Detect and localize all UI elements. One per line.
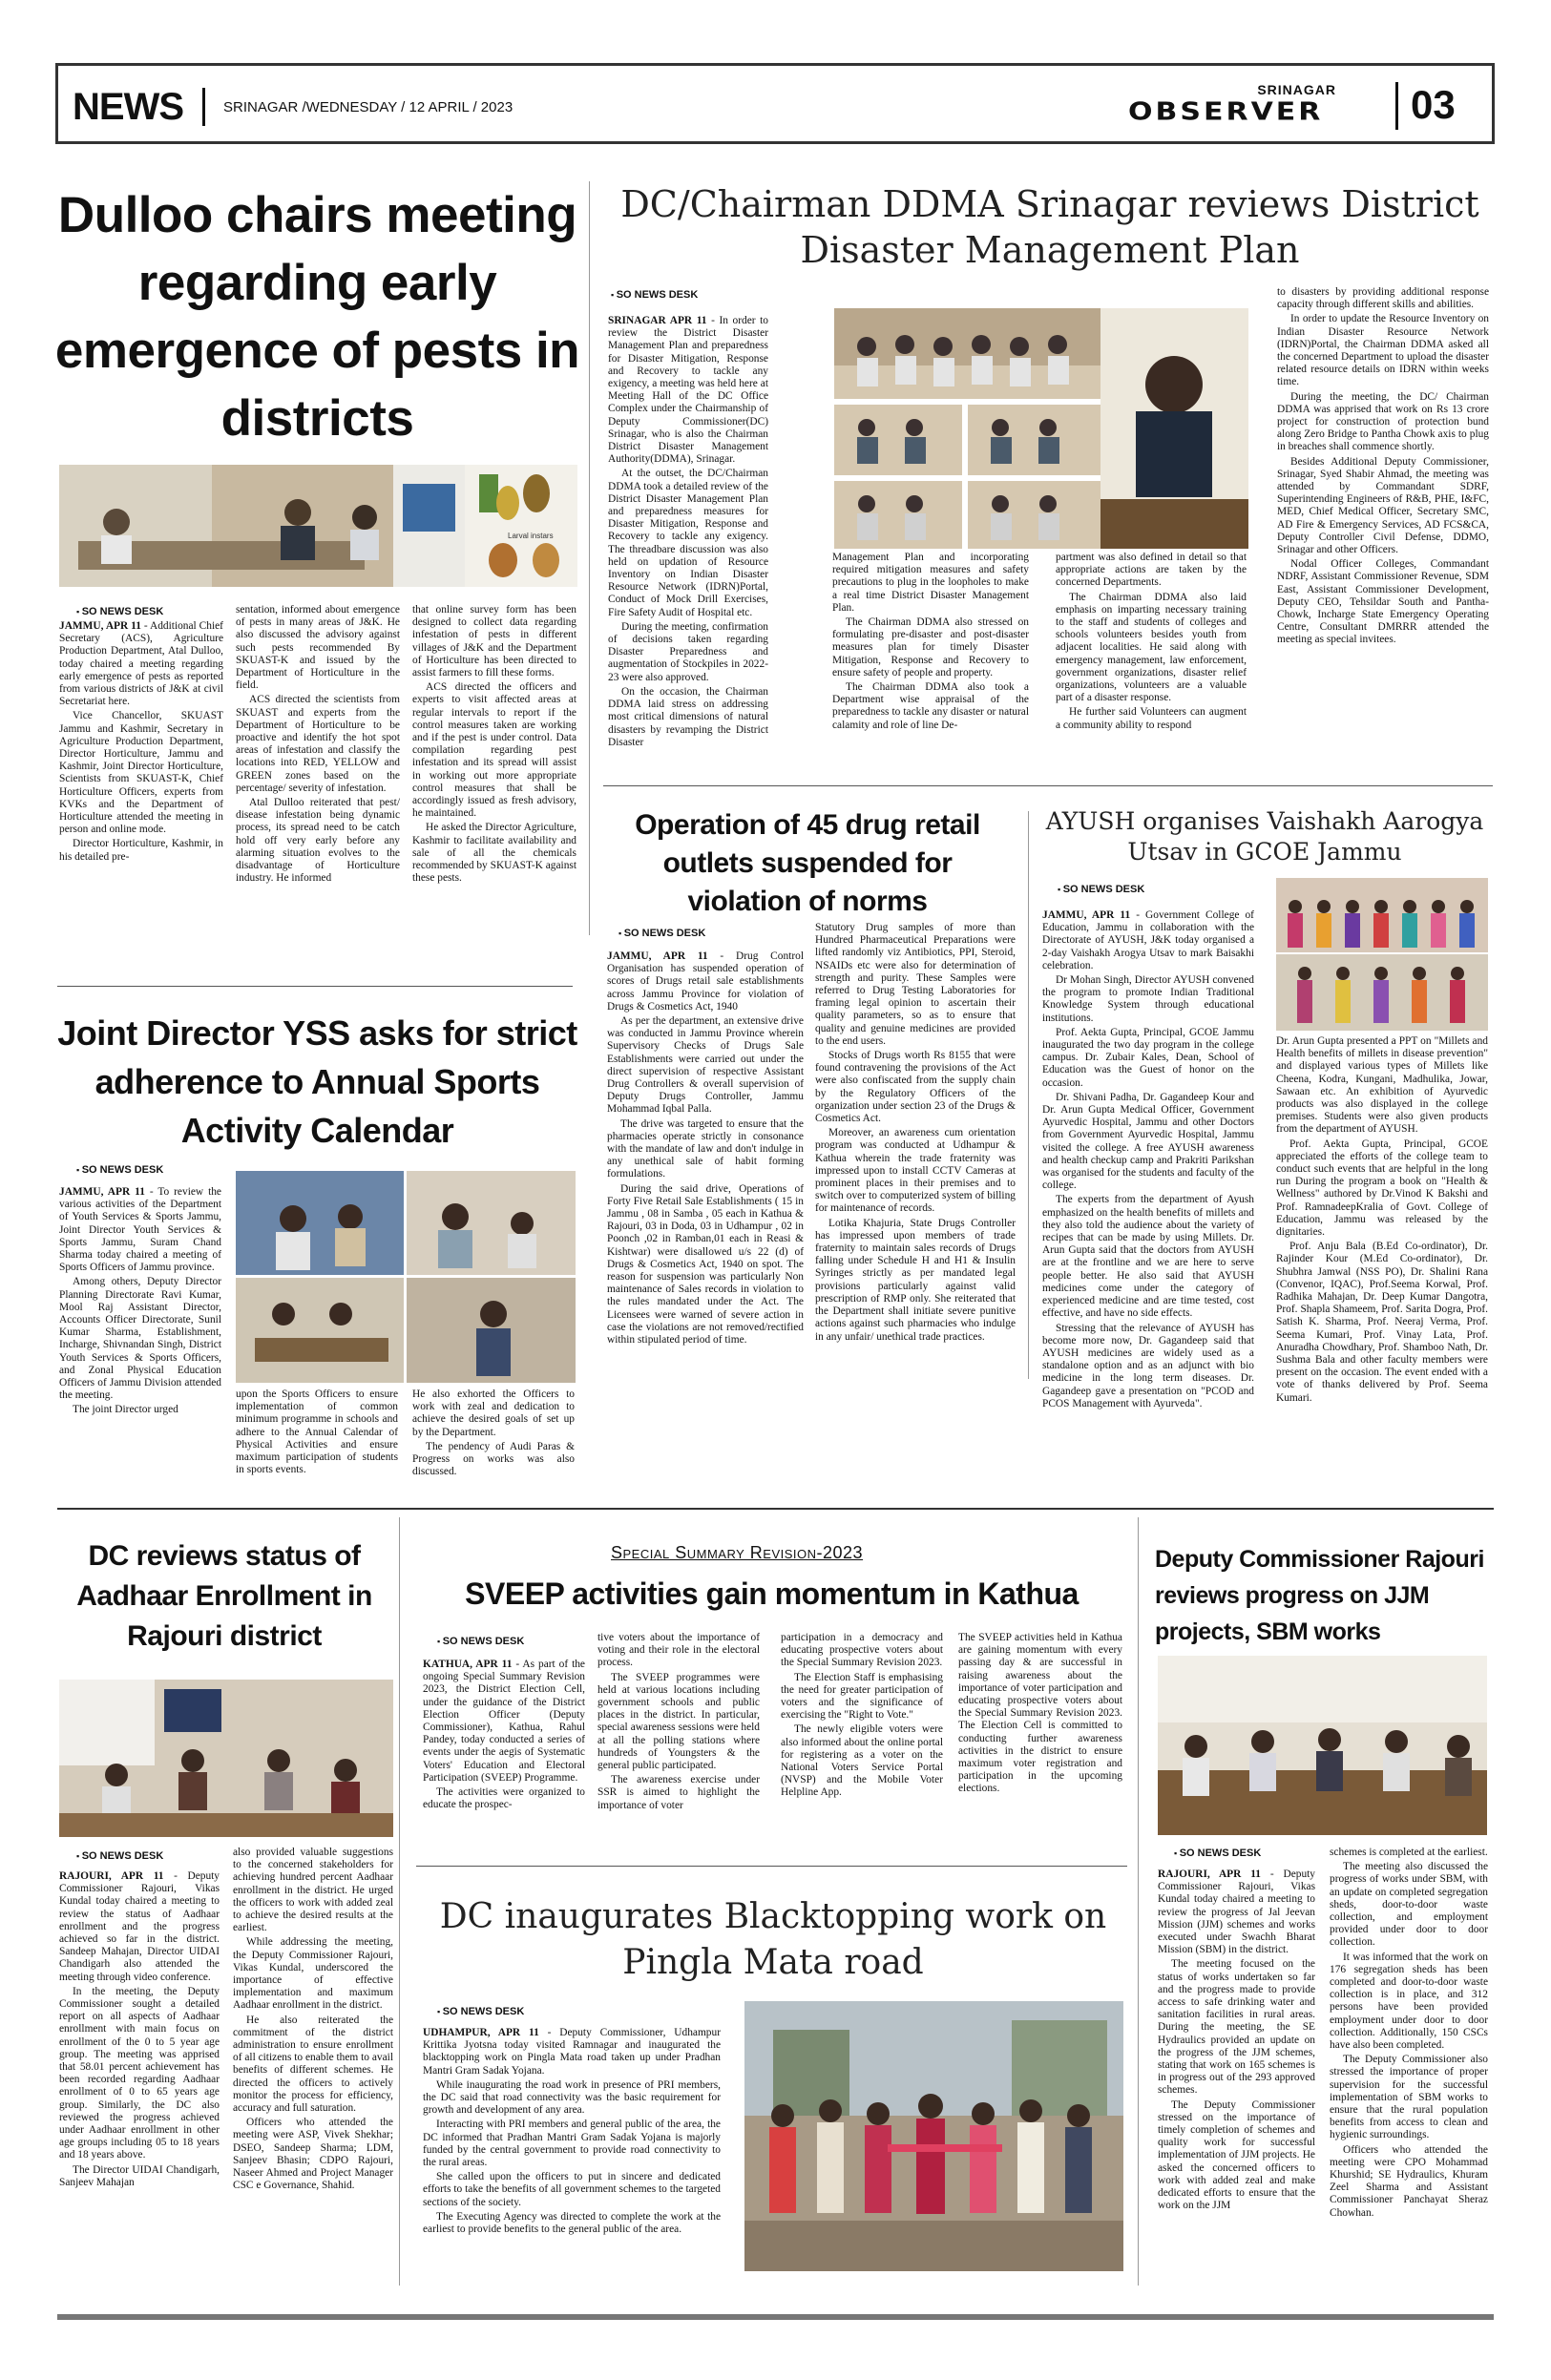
paragraph: ACS directed the officers and experts to visit affected areas at regular intervals to report if the control measures taken are working and if the pest is under control. Data compilation regarding pest infestation and its spread will assist in working out more appropriate control measures that shall be accordingly issued as fresh advisory, he maintained. [412,681,576,820]
paragraph: The newly eligible voters were also informed about the online portal for registering as a voter on the National Voters Service Portal (NVSP) and the Mobile Voter Helpline App. [781,1723,943,1799]
col-divider-1 [589,181,590,935]
headline-drugs: Operation of 45 drug retail outlets suspended for violation of norms [635,809,980,917]
paragraph: JAMMU, APR 11 - Government College of Education, Jammu in collaboration with the Directorate of AYUSH, J&K today organised a 2-day Vaishakh Arogya Utsav to mark Baisakhi celebration. [1042,909,1254,971]
paragraph: He further said Volunteers can augment a community ability to respond [1056,706,1247,731]
dateline-lead: SRINAGAR APR 11 [608,315,707,326]
paragraph: He also reiterated the commitment of the district administration to ensure enrollment of all citizens to enable them to avail benefits of different schemes. He directed the officers to actively monitor the process for efficiency, accuracy and full saturation. [233,2014,393,2115]
paragraph: UDHAMPUR, APR 11 - Deputy Commissioner, Udhampur Krittika Jyotsna today visited Ramnagar and inaugurated the blacktopping work on Pingla Mata road taken up under Pradhan Mantri Gram Sadak Yojana. [423,2027,721,2077]
paragraph: sentation, informed about emergence of pests in many areas of J&K. He also discussed the advisory against such pests recommended By SKUAST-K and issued by the Department of Horticulture in the field. [236,604,400,692]
paragraph: JAMMU, APR 11 - To review the various activities of the Department of Youth Services & Sports Jammu, Joint Director Youth Services & Sports Jammu, Suram Chand Sharma today chaired a meeting of Sports Officers of Jammu province. [59,1186,221,1274]
paragraph: Statutory Drug samples of more than Hundred Pharmaceutical Preparations were lifted randomly viz Antibiotics, PPI, Steroid, NSAIDs etc were also for determination of strength and purity. These Samples were referred to Drug Testing Laboratories for framing legal opinion to ascertain their quality parameters, so as to ensure that quality and genuine medicines are provided to the end users. [815,922,1016,1047]
dateline: SRINAGAR /WEDNESDAY / 12 APRIL / 2023 [223,99,514,115]
paragraph: During the meeting, confirmation of decisions taken regarding Disaster Preparedness and augmentation of Stockpiles in 2022-23 were also approved. [608,620,768,683]
paragraph: Prof. Aekta Gupta, Principal, GCOE Jammu inaugurated the two day program in the college campus. Dr. Zubair Kales, Dean, School of Education was the Guest of honor on the occasion. [1042,1026,1254,1089]
page-divider [1395,82,1398,130]
headline-yss: Joint Director YSS asks for strict adherence to Annual Sports Activity Calendar [57,1013,577,1150]
paragraph: that online survey form has been designed to collect data regarding infestation of pests in different villages of J&K and the Department of Horticulture has been directed to assist farmers to fill these forms. [412,604,576,679]
kicker-sveep: Special Summary Revision-2023 [611,1543,864,1562]
page-number: 03 [1411,82,1456,127]
col-divider-4 [1138,1517,1139,2286]
byline-a3: ▪ SO NEWS DESK [76,1164,163,1176]
paragraph: Atal Dulloo reiterated that pest/ disease infestation being dynamic process, its spread need to be catch hold off very early before any alarming situation evolves to the disadvantage of Horticulture industry. He informed [236,797,400,885]
paragraph: At the outset, the DC/Chairman DDMA took a detailed review of the District Disaster Management Plan and preparedness measures for Disaster Mitigation, Response and Recovery to tackle any exigency. The threadbare discussion was also held on updation of Resource Inventory on Indian Disaster Resource Network (IDRN)Portal, Conduct of Mock Drill Exercises, Fire Safety Audit of Hospital etc. [608,468,768,618]
paragraph: The activities were organized to educate the prospec- [423,1786,585,1811]
paragraph: Prof. Anju Bala (B.Ed Co-ordinator), Dr. Rajinder Kour (M.Ed Co-ordinator), Dr. Shubhra Jamwal (NSS PO), Dr. Shalini Rana (Convenor, IQAC), Prof.Seema Korwal, Prof. Radhika Mahajan, Dr. Deep Kumar Dangotra, Prof. Shapla Shameem, Prof. Sarita Dogra, Prof. Satish K. Sharma, Prof. Neeraj Verma, Prof. Seema Kumari, Prof. Vinay Lata, Prof. Anuradha Chowdhary, Prof. Shamboo Nath, Dr. Sushma Bala and other faculty members were present on the occasion. The event ended with a vote of thanks delivered by Prof. Seema Kumari. [1276,1241,1488,1404]
divider-a7 [416,1866,1127,1867]
paragraph: While inaugurating the road work in presence of PRI members, the DC said that road connectivity was the basic requirement for growth and development of any area. [423,2078,721,2117]
section-divider [202,88,205,126]
paragraph: Interacting with PRI members and general public of the area, the DC informed that Pradhan Mantri Gram Sadak Yojana is majorly funded by the central government to provide road connectivity to the rural areas. [423,2119,721,2169]
headline-ayush: AYUSH organises Vaishakh Aarogya Utsav in GCOE Jammu [1045,807,1484,866]
byline-a8: ▪ SO NEWS DESK [437,2006,524,2017]
paragraph: Dr. Arun Gupta presented a PPT on "Millets and Health benefits of millets in disease prevention" and displayed various types of Millets like Cheena, Kodra, Kungani, Madhulika, Jowar, Sawaan etc. An exhibition of Ayurvedic products was also displayed in the college premises. Students were also given products from the department of AYUSH. [1276,1035,1488,1136]
paragraph: Stressing that the relevance of AYUSH has become more now, Dr. Gagandeep said that AYUSH medicines are widely used as a standalone option and as an adjunct with bio medicine in the long term diseases. Dr. Gagandeep gave a presentation on "PCOD and PCOS Management with Ayurveda". [1042,1322,1254,1409]
paragraph: tive voters about the importance of voting and their role in the electoral process. [597,1632,760,1669]
masthead-bottom-border [55,141,1495,144]
paragraph: The Chairman DDMA also laid emphasis on imparting necessary training to the staff and students of colleges and schools volunteers besides youth from adjacent localities. He said along with emergency management, law enforcement, government organizations, disaster relief organizations, volunteers are a valuable part of a disaster response. [1056,591,1247,704]
dateline-lead: JAMMU, APR 11 [59,620,141,632]
paragraph: The SVEEP programmes were held at various locations including government schools and public places in the district. In particular, special awareness sessions were held at all the polling stations where hundreds of Youngsters & the general public participated. [597,1671,760,1772]
paragraph: ACS directed the scientists from SKUAST and experts from the Department of Horticulture to be proactive and identify the hot spot areas of infestation and classify the locations into RED, YELLOW and GREEN zones based on the percentage/ severity of infestation. [236,694,400,794]
paragraph: The Election Staff is emphasising the need for greater participation of voters and the significance of exercising the "Right to Vote." [781,1671,943,1722]
paragraph: The pendency of Audi Paras & Progress on works was also discussed. [412,1440,575,1478]
byline-a2: ▪ SO NEWS DESK [611,289,698,301]
divider-a2 [603,785,1493,786]
photo-aadhaar-meeting [59,1680,393,1837]
paragraph: The Deputy Commissioner also stressed the importance of proper supervision for the successful implementation of SBM works to ensure that the rural population benefits from access to clean and hygienic surroundings. [1330,2054,1488,2141]
paragraph: The SVEEP activities held in Kathua are gaining momentum with every passing day & are successful in raising awareness about the importance of voter participation and educating prospective voters about the Special Summary Revision 2023. The Election Cell is committed to conducting further awareness activities in the district to ensure maximum voter registration and participation in the upcoming elections. [958,1632,1122,1795]
paragraph: Dr. Shivani Padha, Dr. Gagandeep Kour and Dr. Arun Gupta Medical Officer, Government Ayurvedic Hospital, Jammu and other Doctors from Government Ayurvedic Hospital, Jammu visited the college. A free AYUSH awareness and health checkup camp and Prakriti Parikshan was organised for the students and faculty of the college. [1042,1091,1254,1192]
paragraph: In order to update the Resource Inventory on Indian Disaster Resource Network (IDRN)Portal, the Chairman DDMA asked all the concerned Department to upload the disaster related resource details on IDRN within weeks time. [1277,313,1489,388]
photo-caption: Larval instars [508,532,554,540]
paragraph: During the meeting, the DC/ Chairman DDMA was apprised that work on Rs 13 crore project for construction of protection bund along Zero Bridge to Pantha Chowk axis to plug in breaches shall commence shortly. [1277,390,1489,453]
a2-col-4 [1277,286,1489,763]
a5-col-1 [1042,909,1254,1501]
paragraph: He also exhorted the Officers to work with zeal and dedication to achieve the desired goals of set up by the Department. [412,1388,575,1438]
a7-col-1 [423,1659,585,1859]
left-border [55,63,58,144]
paragraph: RAJOURI, APR 11 - Deputy Commissioner Rajouri, Vikas Kundal today chaired a meeting to review the status of Aadhaar enrollment and the progress achieved so far in the district. Sandeep Mahajan, Director UIDAI Chandigarh also attended the meeting through video conference. [59,1870,220,1983]
paragraph: As per the department, an extensive drive was conducted in Jammu Province wherein Supervisory Checks of Drugs Sale Establishments were carried out under the direct supervision of respective Assistant Drug Controllers & overall supervision of Deputy Drugs Controller, Jammu Mohammad Iqbal Palla. [607,1015,804,1116]
a7-col-2 [597,1632,760,1859]
paragraph: He asked the Director Agriculture, Kashmir to facilitate availability and sale of all the chemicals recommended by SKUAST-K against these pests. [412,822,576,885]
paragraph: The Chairman DDMA also took a Department wise appraisal of the preparedness to tackle any disaster or natural calamity and role of line De- [832,681,1029,731]
paragraph: The joint Director urged [73,1404,178,1416]
a2-col-3 [1056,552,1247,760]
dateline-lead: JAMMU, APR 11 [1042,909,1131,921]
a8-col-1 [423,2027,721,2304]
paragraph: RAJOURI, APR 11 - Deputy Commissioner Rajouri, Vikas Kundal today chaired a meeting to review the progress of Jal Jeevan Mission (JJM) schemes and works executed under Swachh Bharat Mission (SBM) in the district. [1158,1869,1315,1956]
a2-col-1 [608,315,768,775]
paragraph: The experts from the department of Ayush emphasized on the health benefits of millets and they also told the audience about the variety of recipes that can be made by using Millets. Dr. Arun Gupta said that the doctors from AYUSH are at the frontline and we are here to serve people better. He also said that AYUSH medicines come under the category of experienced medicine and are time tested, cost effective, and have no side effects. [1042,1194,1254,1320]
paragraph: schemes is completed at the earliest. [1330,1847,1488,1858]
logo-main: OBSERVER [1128,97,1324,127]
a7-col-4 [958,1632,1122,1859]
paragraph: The Deputy Commissioner stressed on the importance of timely completion of schemes and quality work for successful implementation of JJM projects. He asked the concerned officers to work with added zeal and make dedicated efforts to ensure that the work on the JJM [1158,2098,1315,2212]
paragraph: Officers who attended the meeting were ASP, Vivek Shekhar; DSEO, Sandeep Sharma; LDM, Sanjeev Bhasin; CDPO Rajouri, Naseer Ahmed and Project Manager CSC e Governance, Shahid. [233,2117,393,2192]
paragraph: Prof. Aekta Gupta, Principal, GCOE appreciated the efforts of the college team to conduct such events that are helpful in the long run During the program a book on "Health & Wellness" authored by Dr.Vinod K Bakshi and Prof. RamnadeepKralia of Govt. College of Education, Jammu was released by the dignitaries. [1276,1138,1488,1239]
a3-col-1 [59,1186,221,1501]
divider-mid [57,1508,1494,1510]
paragraph: SRINAGAR APR 11 - In order to review the District Disaster Management Plan and preparedness for Disaster Mitigation, Response and Recovery to tackle any exigency, a meeting was held here at Meeting Hall of the DC Office Complex under the Chairmanship of Deputy Commissioner(DC) Srinagar, who is also the Chairman District Disaster Management Authority(DDMA), Srinagar. [608,315,768,466]
paragraph: The Director UIDAI Chandigarh, Sanjeev Mahajan [59,2163,220,2188]
dateline-lead: KATHUA, APR 11 [423,1659,513,1670]
paragraph: The meeting focused on the status of works undertaken so far and the progress made to provide access to safe drinking water and sanitation facilities in rural areas. During the meeting, the SE Hydraulics provided an update on the progress of the JJM schemes, stating that work on 165 schemes is in progress out of the 293 approved schemes. [1158,1958,1315,2097]
paragraph: Dr Mohan Singh, Director AYUSH convened the program to promote Indian Traditional Knowledge System through educational institutions. [1042,974,1254,1024]
photo-pingla-inauguration [744,2001,1123,2271]
divider-a1 [57,986,573,987]
headline-ddma: DC/Chairman DDMA Srinagar reviews District Disaster Management Plan [620,183,1479,271]
top-border [55,63,1495,66]
paragraph: JAMMU, APR 11 - Drug Control Organisation has suspended operation of scores of Drugs retail sale establishments across Jammu Province for violation of Drugs & Cosmetics Act, 1940 [607,950,804,1013]
paragraph: Management Plan and incorporating required mitigation measures and safety precautions to plug in the loopholes to make a real time District Disaster Management Plan. [832,552,1029,614]
photo-yss-meeting [236,1171,576,1383]
photo-dulloo-meeting [59,465,577,587]
dateline-lead: RAJOURI, APR 11 [1158,1869,1261,1880]
a9-col-2 [1330,1847,1488,2303]
a6-col-1 [59,1870,220,2290]
a1-col-2 [236,604,400,973]
paragraph: participation in a democracy and educating prospective voters about the Special Summary Revision 2023. [781,1632,943,1669]
photo-ddma-meeting [828,308,1248,549]
a5-col-2 [1276,1035,1488,1501]
dateline-lead: RAJOURI, APR 11 [59,1870,164,1882]
a3-col-3 [412,1388,575,1501]
byline-a9: ▪ SO NEWS DESK [1174,1848,1261,1859]
paragraph: also provided valuable suggestions to the concerned stakeholders for achieving hundred percent Aadhaar enrollment in the district. He urged the officers to work with added zeal to achieve the desired results at the earliest. [233,1847,393,1934]
a4-col-1 [607,950,804,1504]
paragraph: In the meeting, the Deputy Commissioner sought a detailed report on all aspects of Aadhaar enrollment with main focus on enrollment of the 0 to 5 year age group. The meeting was apprised that 58.01 percent achievement has been recorded regarding Aadhaar enrollment of 0 to 65 years age group. Similarly, the DC also reviewed the progress achieved under Aadhaar enrollment in other age groups including 05 to 18 years and 18 years above. [59,1985,220,2161]
paragraph: Besides Additional Deputy Commissioner, Srinagar, Syed Shabir Ahmad, the meeting was attended by Commandant SDRF, Superintending Engineers of R&B, PHE, I&FC, MED, Chief Medical Officer, Secretary SMC, AD Fire & Emergency Services, AD FCS&CA, Deputy Controller Civil Defense, DDMO, Srinagar and other Officers. [1277,455,1489,556]
headline-sveep: SVEEP activities gain momentum in Kathua [465,1576,1079,1611]
byline-a7: ▪ SO NEWS DESK [437,1636,524,1647]
byline-a1: ▪ SO NEWS DESK [76,606,163,617]
a7-col-3 [781,1632,943,1859]
a1-col-3 [412,604,576,973]
paragraph: She called upon the officers to put in sincere and dedicated efforts to take the benefits of all government schemes to the targeted sections of the society. [423,2171,721,2208]
col-divider-2 [1028,811,1029,1379]
paragraph: Among others, Deputy Director Planning Directorate Ravi Kumar, Mool Raj Assistant Director, Accounts Officer Directorate, Sunil Kumar Sharma, Establishment, Incharge, Shivnandan Singh, District Youth Services & Sports Officers, and Zonal Physical Education Officers of Jammu Division attended the meeting. [59,1276,221,1402]
paragraph: The drive was targeted to ensure that the pharmacies operate strictly in consonance with the mandate of law and don't indulge in any unethical sale of habit forming formulations. [607,1117,804,1180]
bottom-bar [57,2314,1494,2320]
headline-jjm: Deputy Commissioner Rajouri reviews progress on JJM projects, SBM works [1155,1546,1484,1645]
paragraph: KATHUA, APR 11 - As part of the ongoing Special Summary Revision 2023, the District Election Cell, under the guidance of the District Election Officer (Deputy Commissioner), Kathua, Rahul Pandey, today conducted a series of events under the aegis of Systematic Voters' Education and Electoral Participation (SVEEP) Programme. [423,1659,585,1784]
right-border [1492,63,1495,144]
paragraph: Moreover, an awareness cum orientation program was conducted at Udhampur & Kathua wherein the trade fraternity was impressed upon to install CCTV Cameras at prominent places in their premises and to switch over to computerized system of billing for maintenance of records. [815,1127,1016,1215]
headline-pingla: DC inaugurates Blacktopping work on Pingla Mata road [439,1897,1107,1982]
a6-col-2 [233,1847,393,2290]
paragraph: The Executing Agency was directed to complete the work at the earliest to provide benefits to the general public of the area. [423,2210,721,2236]
paragraph: The meeting also discussed the progress of works under SBM, with an update on completed segregation sheds, door-to-door waste collection, and employment provided under door to door collection. [1330,1861,1488,1949]
paragraph: It was informed that the work on 176 segregation sheds has been completed and door-to-door waste collection is in place, and 312 persons have been provided employment under door to door collection. Additionally, 150 CSCs have also been completed. [1330,1951,1488,2052]
a2-col-2 [832,552,1029,760]
paragraph: The awareness exercise under SSR is aimed to highlight the importance of voter [597,1774,760,1811]
byline-a4: ▪ SO NEWS DESK [618,928,705,939]
paragraph: JAMMU, APR 11 - Additional Chief Secretary (ACS), Agriculture Production Department, Atal Dulloo, today chaired a meeting regarding early emergence of pests as reported from various districts of J&K at civil Secretariat here. [59,620,223,708]
dateline-lead: JAMMU, APR 11 [59,1186,145,1198]
paragraph: During the said drive, Operations of Forty Five Retail Sale Establishments ( 15 in Jammu , 08 in Samba , 05 each in Kathua & Rajouri, 03 in Doda, 03 in Udhampur , 02 in Poonch ,02 in Ramban,01 each in Reasi & Kishtwar) were disallowed u/s 22 (d) of Drugs & Cosmetics Act, 1940 on spot. The reason for suspension was particularly Non maintenance of Sales records in violation to the rules mandated under the Act. The Licensees were warned of severe action in case the violations are not removed/rectified within stipulated period of time. [607,1182,804,1347]
paragraph: The Chairman DDMA also stressed on formulating pre-disaster and post-disaster measures plan for timely Disaster Mitigation, Response and Recovery to ensure safety of people and property. [832,616,1029,679]
byline-a6: ▪ SO NEWS DESK [76,1850,163,1862]
paragraph: Vice Chancellor, SKUAST Jammu and Kashmir, Secretary in Agriculture Production Department, Director Horticulture, Jammu and Kashmir, Joint Director Horticulture, Scientists from SKUAST-K, Chief Horticulture Officers, experts from KVKs and the Department of Horticulture attended the meeting in person and online mode. [59,710,223,836]
a4-col-2 [815,922,1016,1504]
paragraph: On the occasion, the Chairman DDMA laid stress on addressing most critical dimensions of natural disasters by revamping the District Disaster [608,685,768,748]
paragraph: Stocks of Drugs worth Rs 8155 that were found contravening the provisions of the Act were also confiscated from the supply chain by the Regulatory Officers of the organization under section 23 of the Drugs & Cosmetics Act. [815,1050,1016,1125]
photo-ayush-event [1276,878,1488,1031]
paragraph: to disasters by providing additional response capacity through different skills and abilities. [1277,286,1489,311]
paragraph: upon the Sports Officers to ensure implementation of common minimum programme in schools and adhere to the Annual Calendar of Physical Activities and ensure maximum participation of students in sports events. [236,1388,398,1476]
a9-col-1 [1158,1869,1315,2303]
paragraph: partment was also defined in detail so that appropriate actions are taken by the concerned Departments. [1056,552,1247,589]
paragraph: Director Horticulture, Kashmir, in his detailed pre- [59,838,223,863]
dateline-lead: JAMMU, APR 11 [607,950,708,962]
headline-dulloo: Dulloo chairs meeting regarding early emergence of pests in districts [54,187,580,447]
paragraph: Lotika Khajuria, State Drugs Controller has impressed upon members of trade fraternity to maintain sales records of Drugs falling under Schedule H and H1 & Insulin Syringes strictly as per mandated legal provisions particularly against valid prescription of RMP only. She reiterated that the Department shall initiate severe punitive actions against such pharmacies who indulge in any unfair/ unethical trade practices. [815,1217,1016,1343]
paragraph: While addressing the meeting, the Deputy Commissioner Rajouri, Vikas Kundal, underscored the importance of effective implementation and maximum Aadhaar enrollment in the district. [233,1936,393,2012]
photo-jjm-meeting [1158,1656,1487,1835]
col-divider-3 [399,1517,400,2286]
a3-col-2 [236,1388,398,1501]
section-label: NEWS [73,86,183,128]
paragraph: Officers who attended the meeting were CPO Mohammad Khurshid; SE Hydraulics, Khuram Zeel Sharma and Assistant Commissioner Panchayat Sheraz Chowhan. [1330,2143,1488,2219]
dateline-lead: UDHAMPUR, APR 11 [423,2027,539,2038]
headline-aadhaar: DC reviews status of Aadhaar Enrollment in Rajouri district [76,1540,372,1652]
logo-top: SRINAGAR [1257,82,1336,97]
paragraph: Nodal Officer Colleges, Commandant NDRF, Assistant Commissioner Revenue, SDM East, Assistant Commissioner Development, Deputy CEO, Tehsildar South and Pantha-Chowk, Incharge State Emergency Operating Centre, Consultant DMRRR attended the meeting as special invitees. [1277,558,1489,646]
byline-a5: ▪ SO NEWS DESK [1058,884,1144,895]
a1-col-1 [59,620,223,973]
